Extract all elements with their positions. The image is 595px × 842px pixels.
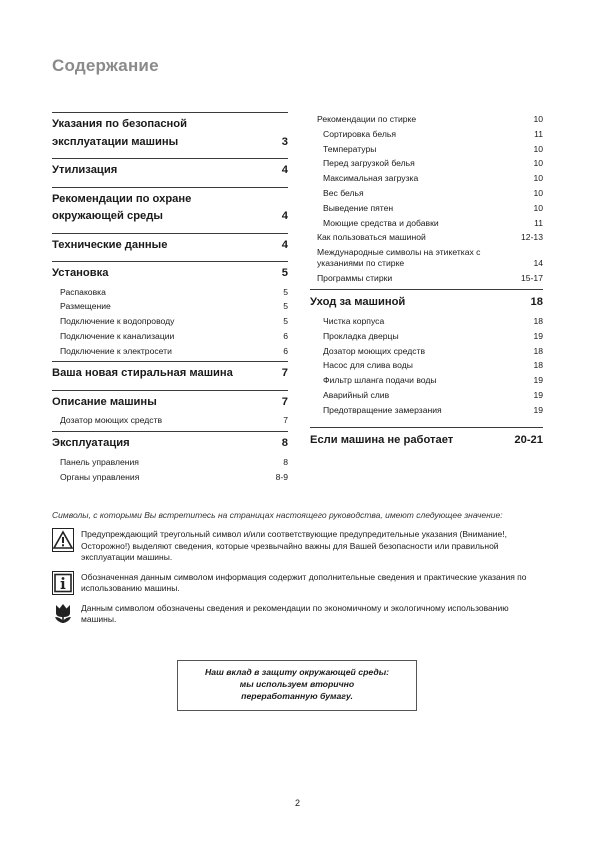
toc-entry-label: Размещение — [60, 301, 111, 312]
page-number: 2 — [294, 798, 300, 808]
toc-entry-page: 12-13 — [521, 232, 543, 243]
toc-entry-label: Предотвращение замерзания — [323, 404, 442, 415]
eco-flower-icon — [52, 602, 74, 626]
toc-item[interactable] — [310, 230, 543, 245]
toc-section[interactable] — [52, 431, 288, 453]
symbols-intro: Символы, с которыми Вы встретитесь на страницах настоящего руководства, имеют следующее значение: — [52, 510, 503, 520]
toc-entry-page: 15-17 — [521, 273, 543, 284]
toc-entry-page: 10 — [533, 158, 543, 169]
toc-left-column — [52, 112, 288, 487]
toc-subitem[interactable] — [310, 388, 543, 403]
toc-section[interactable] — [52, 187, 288, 226]
toc-entry-page: 19 — [533, 404, 543, 415]
symbol-eco-text: Данным символом обозначены сведения и рекомендации по экономичному и экологичному использованию машины. — [81, 602, 509, 624]
toc-right-column — [310, 112, 543, 452]
toc-entry-page: 10 — [533, 143, 543, 154]
symbol-eco-row — [52, 602, 542, 626]
recycled-paper-notice — [177, 660, 417, 711]
toc-subitem[interactable] — [310, 344, 543, 359]
toc-section[interactable] — [52, 390, 288, 412]
toc-subitem[interactable] — [310, 329, 543, 344]
symbols-legend — [52, 510, 542, 633]
toc-section-page: 3 — [281, 135, 288, 148]
toc-entry-label: Аварийный слив — [323, 389, 390, 400]
toc-entry-label: Сортировка белья — [323, 128, 397, 139]
toc-section-title: Если машина не работает — [310, 433, 454, 446]
toc-entry-label: Перед загрузкой белья — [323, 158, 415, 169]
toc-entry-page: 8 — [283, 456, 288, 467]
toc-entry-label: Моющие средства и добавки — [323, 217, 439, 228]
toc-entry-page: 10 — [533, 173, 543, 184]
toc-section-page: 20-21 — [514, 433, 543, 446]
toc-section-title: Рекомендации по охране окружающей среды — [52, 192, 192, 222]
toc-subitems — [52, 413, 288, 428]
notice-line-3: переработанную бумагу. — [241, 691, 353, 701]
notice-line-1: Наш вклад в защиту окружающей среды: — [204, 667, 390, 677]
toc-entry-page: 18 — [533, 360, 543, 371]
toc-entry-page: 11 — [534, 128, 543, 139]
toc-subitem[interactable] — [310, 171, 543, 186]
toc-section-page: 7 — [281, 367, 288, 380]
toc-subitem[interactable] — [310, 314, 543, 329]
toc-subitem[interactable] — [310, 127, 543, 142]
warning-triangle-icon — [52, 528, 74, 552]
toc-section-title: Описание машины — [52, 395, 157, 408]
toc-section-page: 4 — [281, 164, 288, 176]
toc-entry-page: 7 — [283, 415, 288, 426]
toc-section-page: 5 — [281, 267, 288, 279]
toc-entry-page: 18 — [533, 315, 543, 326]
toc-entry-page: 5 — [283, 286, 288, 297]
toc-entry-label: Выведение пятен — [323, 202, 394, 213]
toc-section-title: Ваша новая стиральная машина — [52, 367, 233, 380]
toc-section-title: Технические данные — [52, 238, 168, 251]
toc-section[interactable] — [52, 361, 288, 383]
toc-section-page: 4 — [281, 238, 288, 251]
toc-entry-label: Температуры — [323, 143, 377, 154]
toc-entry-page: 5 — [283, 316, 288, 327]
toc-entry-label: Насос для слива воды — [323, 360, 413, 371]
toc-entry-label: Фильтр шланга подачи воды — [323, 375, 437, 386]
toc-section-trouble[interactable] — [310, 427, 543, 449]
toc-subitem[interactable] — [310, 216, 543, 231]
toc-entry-page: 19 — [533, 375, 543, 386]
toc-entry-page: 14 — [533, 258, 543, 269]
toc-entry-label: Чистка корпуса — [323, 315, 385, 326]
notice-line-2: мы используем вторично — [239, 679, 355, 689]
toc-section-title: Утилизация — [52, 164, 118, 176]
toc-section[interactable] — [52, 158, 288, 180]
toc-entry-label: Международные символы на этикетках с указаниями по стирке — [317, 247, 481, 269]
toc-entry-label: Максимальная загрузка — [323, 173, 419, 184]
toc-entry-label: Программы стирки — [317, 273, 393, 284]
toc-subitem[interactable] — [310, 156, 543, 171]
toc-section-page: 8 — [281, 437, 288, 450]
toc-care-items — [310, 314, 543, 418]
toc-item[interactable] — [310, 247, 543, 269]
toc-entry-page: 19 — [533, 389, 543, 400]
toc-subitem[interactable] — [310, 358, 543, 373]
toc-subitems — [52, 285, 288, 359]
toc-entry-page: 18 — [533, 345, 543, 356]
toc-section-title: Указания по безопасной эксплуатации машины — [52, 118, 188, 148]
toc-subitem[interactable] — [310, 186, 543, 201]
toc-subitem[interactable] — [52, 314, 288, 329]
toc-entry-label: Подключение к канализации — [60, 330, 175, 341]
toc-section-title: Уход за машиной — [310, 295, 406, 308]
toc-entry-label: Рекомендации по стирке — [317, 114, 417, 124]
toc-entry-label: Органы управления — [60, 471, 140, 482]
toc-subitem[interactable] — [52, 285, 288, 300]
toc-entry-page: 5 — [283, 301, 288, 312]
symbol-info-row — [52, 571, 542, 595]
toc-entry-page: 10 — [533, 202, 543, 213]
toc-entry-label: Как пользоваться машиной — [317, 232, 426, 243]
toc-entry-label: Подключение к электросети — [60, 345, 172, 356]
toc-subitem[interactable] — [310, 201, 543, 216]
toc-section[interactable] — [52, 233, 288, 255]
toc-subitem[interactable] — [310, 403, 543, 418]
toc-section-title: Эксплуатация — [52, 437, 130, 450]
toc-item[interactable] — [310, 271, 543, 286]
toc-section[interactable] — [52, 112, 288, 151]
toc-entry-page: 6 — [283, 330, 288, 341]
toc-section-care[interactable] — [310, 289, 543, 311]
toc-subitem[interactable] — [52, 299, 288, 314]
toc-item[interactable] — [310, 112, 543, 127]
toc-subitem[interactable] — [52, 329, 288, 344]
page-title: Содержание — [52, 56, 159, 75]
symbol-warning-text: Предупреждающий треугольный символ и/или соответствующие предупредительные указания (Внимание!, Осторожно!) выделяют сведения, которые чрезвычайно важны для Вашей безопасности или правильной эксплуатации машины. — [81, 529, 507, 562]
toc-section-page: 7 — [281, 395, 288, 408]
toc-entry-label: Распаковка — [60, 286, 106, 297]
toc-section-page: 4 — [281, 210, 288, 222]
symbol-info-text: Обозначенная данным символом информация содержит дополнительные сведения и практические указания по использованию машины. — [81, 571, 527, 593]
toc-entry-page: 6 — [283, 345, 288, 356]
toc-subitem[interactable] — [52, 344, 288, 359]
toc-subitem[interactable] — [52, 455, 288, 470]
toc-entry-label: Подключение к водопроводу — [60, 316, 175, 327]
toc-entry-page: 8-9 — [275, 471, 288, 482]
toc-entry-page: 11 — [534, 217, 543, 228]
toc-section-title: Установка — [52, 267, 109, 279]
symbol-warning-row — [52, 528, 542, 564]
toc-entry-page: 10 — [533, 114, 543, 124]
toc-entry-label: Панель управления — [60, 456, 139, 467]
toc-subitem[interactable] — [310, 142, 543, 157]
toc-entry-label: Дозатор моющих средств — [60, 415, 163, 426]
toc-entry-page: 19 — [533, 330, 543, 341]
toc-section-page: 18 — [530, 295, 543, 308]
toc-subitems — [52, 455, 288, 485]
toc-section[interactable] — [52, 261, 288, 283]
toc-subitem[interactable] — [52, 413, 288, 428]
toc-entry-page: 10 — [533, 187, 543, 198]
toc-subitem[interactable] — [52, 470, 288, 485]
toc-washing-subsection — [310, 112, 543, 286]
toc-subitem[interactable] — [310, 373, 543, 388]
toc-entry-label: Прокладка дверцы — [323, 330, 399, 341]
toc-entry-label: Дозатор моющих средств — [323, 345, 426, 356]
toc-entry-label: Вес белья — [323, 187, 364, 198]
info-icon — [52, 571, 74, 595]
